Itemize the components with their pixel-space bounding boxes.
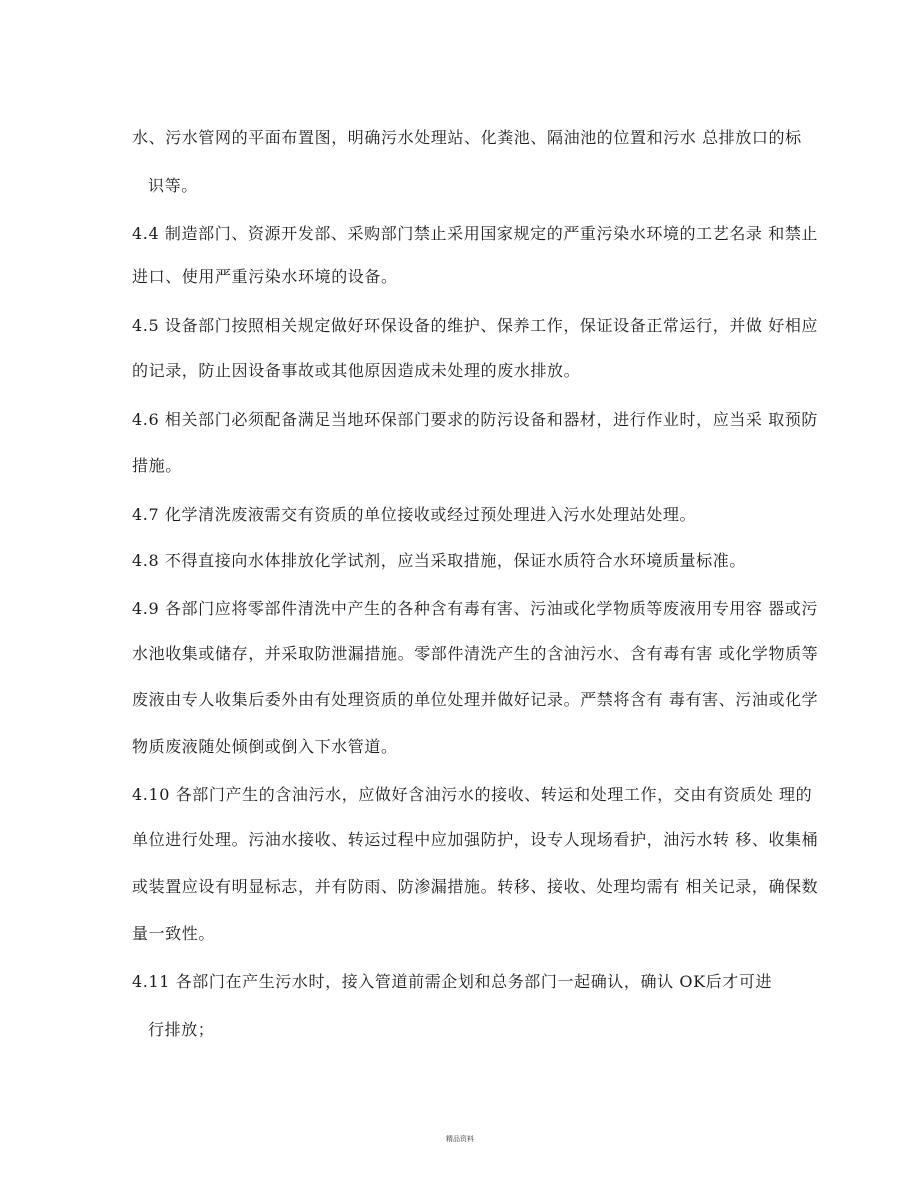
text-line-6: 的记录，防止因设备事故或其他原因造成未处理的废水排放。 <box>132 361 581 380</box>
text-line-1: 水、污水管网的平面布置图，明确污水处理站、化粪池、隔油池的位置和污水 总排放口的标 <box>132 128 802 147</box>
text-line-14: 物质废液随处倾倒或倒入下水管道。 <box>132 737 398 756</box>
text-line-15: 4.10 各部门产生的含油污水，应做好含油污水的接收、转运和处理工作，交由有资质处 理的 <box>132 785 813 804</box>
text-line-17: 或装置应设有明显标志，并有防雨、防渗漏措施。转移、接收、处理均需有 相关记录，确保数 <box>132 877 819 896</box>
text-line-16: 单位进行处理。污油水接收、转运过程中应加强防护，设专人现场看护，油污水转 移、收集桶 <box>132 830 819 849</box>
page-footer: 精品资料 <box>446 1135 474 1143</box>
text-line-8: 措施。 <box>132 456 182 475</box>
text-line-11: 4.9 各部门应将零部件清洗中产生的各种含有毒有害、污油或化学物质等废液用专用容 器或污 <box>132 599 819 618</box>
text-line-9: 4.7 化学清洗废液需交有资质的单位接收或经过预处理进入污水处理站处理。 <box>132 505 697 524</box>
text-line-13: 废液由专人收集后委外由有处理资质的单位处理并做好记录。严禁将含有 毒有害、污油或化学 <box>132 690 819 709</box>
text-line-18: 量一致性。 <box>132 924 216 943</box>
text-line-7: 4.6 相关部门必须配备满足当地环保部门要求的防污设备和器材，进行作业时，应当采 取预防 <box>132 410 819 429</box>
text-line-4: 进口、使用严重污染水环境的设备。 <box>132 267 398 286</box>
text-line-3: 4.4 制造部门、资源开发部、采购部门禁止采用国家规定的严重污染水环境的工艺名录 和禁止 <box>132 224 819 243</box>
text-line-20: 行排放； <box>148 1020 215 1039</box>
text-line-10: 4.8 不得直接向水体排放化学试剂，应当采取措施，保证水质符合水环境质量标准。 <box>132 551 746 570</box>
text-line-5: 4.5 设备部门按照相关规定做好环保设备的维护、保养工作，保证设备正常运行，并做 好相应 <box>132 316 819 335</box>
text-line-2: 识等。 <box>148 176 198 195</box>
text-line-19: 4.11 各部门在产生污水时，接入管道前需企划和总务部门一起确认，确认 OK后才可进 <box>132 972 773 991</box>
text-line-12: 水池收集或储存，并采取防泄漏措施。零部件清洗产生的含油污水、含有毒有害 或化学物质等 <box>132 644 819 663</box>
